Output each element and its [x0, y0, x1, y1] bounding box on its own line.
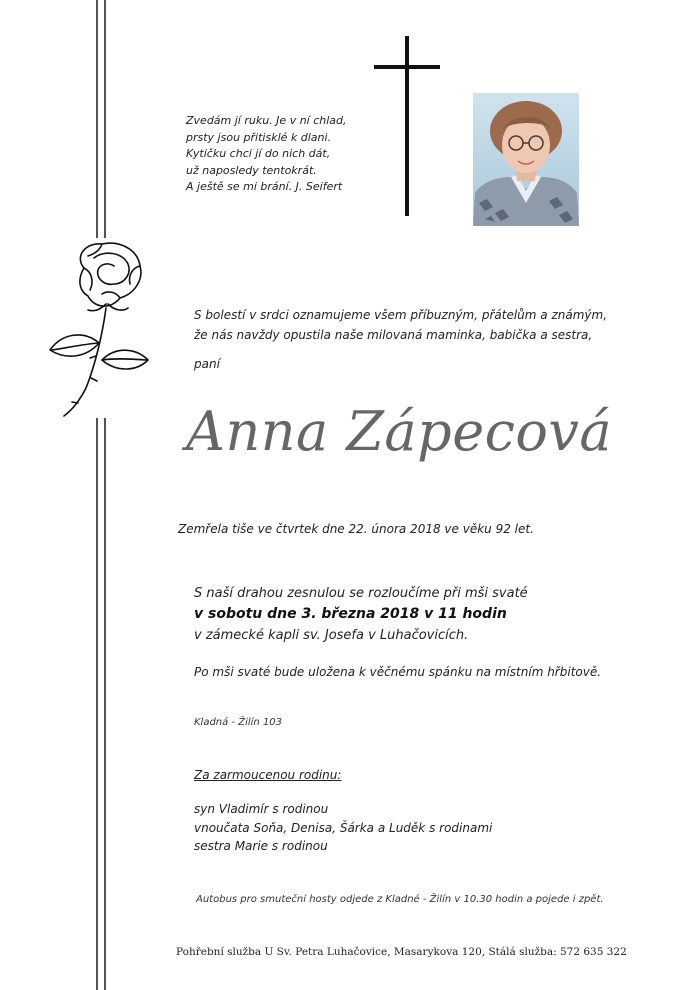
mourners-heading: Za zarmoucenou rodinu: [194, 768, 342, 782]
footer-funeral-service: Pohřební služba U Sv. Petra Luhačovice, Masarykova 120, Stálá služba: 572 635 322 [176, 946, 627, 958]
poem-line: už naposledy tentokrát. [186, 163, 317, 177]
poem-line: Kytičku chci jí do nich dát, [186, 147, 331, 160]
funeral-details [194, 583, 528, 646]
mourners-list [194, 800, 492, 856]
funeral-location: v zámecké kapli sv. Josefa v Luhačovicích. [194, 628, 469, 643]
announcement [194, 305, 607, 345]
mourner-item: vnoučata Soňa, Denisa, Šárka a Luděk s rodinami [194, 820, 493, 835]
rose-icon [44, 238, 158, 418]
title-word: paní [194, 357, 220, 371]
announcement-line: že nás navždy opustila naše milovaná maminka, babička a sestra, [194, 328, 593, 342]
announcement-line: S bolestí v srdci oznamujeme všem příbuzným, přátelům a známým, [194, 308, 608, 322]
death-notice: Zemřela tiše ve čtvrtek dne 22. února 2018 ve věku 92 let. [178, 522, 534, 536]
left-border-line-2 [104, 0, 106, 990]
burial-note: Po mši svaté bude uložena k věčnému spánku na místním hřbitově. [194, 665, 602, 679]
poem-line: prsty jsou přitisklé k dlani. [186, 130, 332, 144]
deceased-name: Anna Zápecová [186, 400, 613, 463]
poem [186, 113, 376, 196]
funeral-date: v sobotu dne 3. března 2018 v 11 hodin [194, 606, 507, 622]
bus-note: Autobus pro smuteční hosty odjede z Kladné - Žilín v 10.30 hodin a pojede i zpět. [196, 894, 604, 905]
poem-line: A ještě se mi brání. J. Seifert [186, 180, 343, 193]
portrait-photo [473, 93, 579, 226]
funeral-line: S naší drahou zesnulou se rozloučíme při mši svaté [194, 586, 528, 601]
poem-line: Zvedám jí ruku. Je v ní chlad, [186, 114, 347, 127]
cross-icon [374, 36, 440, 216]
mourner-item: syn Vladimír s rodinou [194, 802, 329, 816]
address: Kladná - Žilín 103 [194, 717, 283, 728]
left-border-line-1 [96, 0, 98, 990]
mourner-item: sestra Marie s rodinou [194, 839, 328, 853]
